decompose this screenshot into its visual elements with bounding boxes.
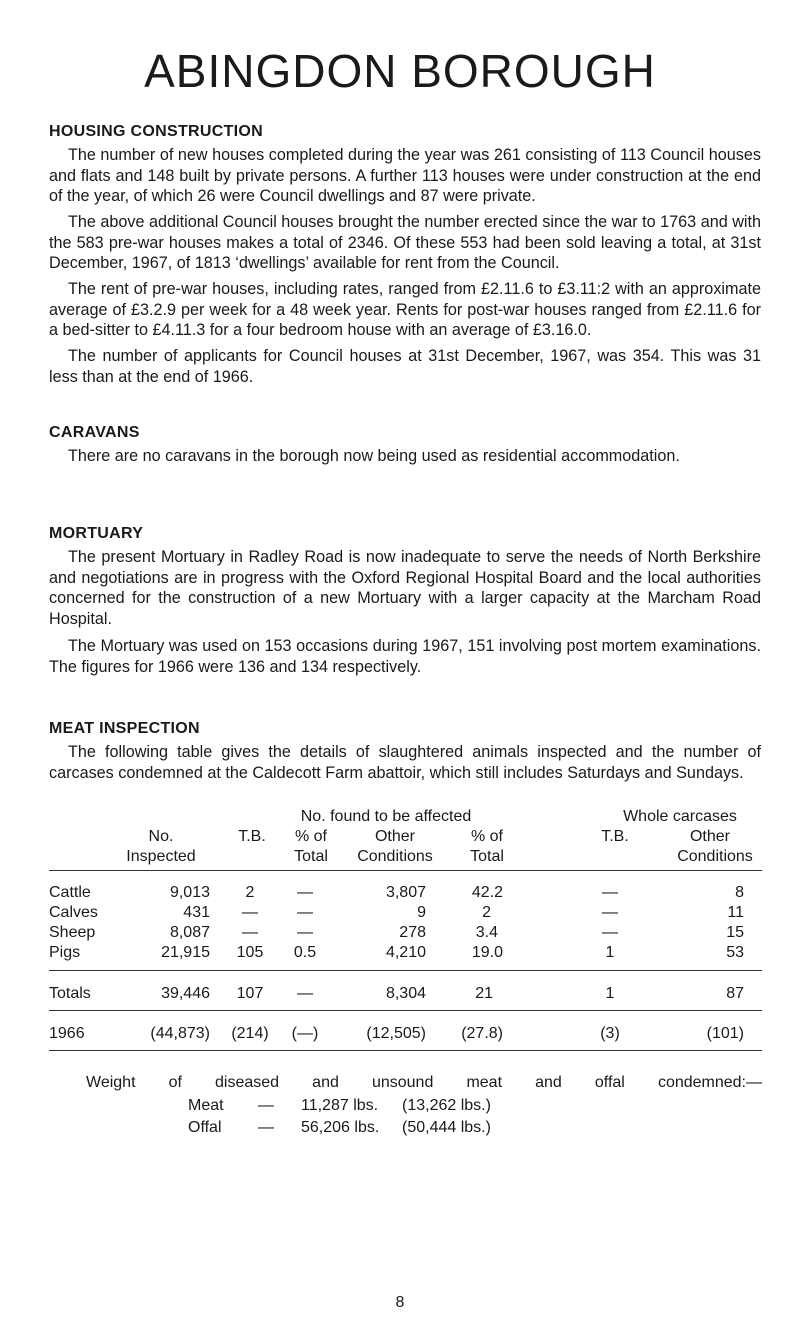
housing-paragraph-2: The above additional Council houses brought the number erected since the war to 1763 and with the 583 pre-war houses makes a total of 2346. Of these 553 had been sold leaving a total, at 31st December, 1967, of 1813 ‘dwellings’ available for rent from the Council. (49, 213, 761, 273)
cell-pct2: 3.4 (475, 924, 498, 941)
cell-pct1: 0.5 (293, 944, 317, 961)
header-pct1-line2: Total (294, 848, 328, 865)
header-group-affected: No. found to be affected (300, 808, 472, 825)
row-label: Pigs (49, 944, 81, 961)
cell-whole-other: 11 (727, 904, 744, 921)
table-row (0, 884, 800, 904)
cell-other: 9 (417, 904, 426, 921)
weight-dash-meat: — (258, 1097, 274, 1114)
caravans-heading: CARAVANS (49, 424, 140, 441)
totals-other: 8,304 (385, 985, 426, 1002)
row-label: Calves (49, 904, 98, 921)
header-group-whole: Whole carcases (623, 808, 737, 825)
cell-whole-tb: — (602, 924, 618, 941)
weight-label-offal: Offal (188, 1119, 222, 1136)
header-pct1-line1: % of (294, 828, 327, 845)
table-row (0, 944, 800, 964)
cell-pct2: 19.0 (471, 944, 503, 961)
weight-prev-offal: (50,444 lbs.) (402, 1119, 491, 1136)
table-rule-top (49, 870, 762, 871)
cell-other: 278 (399, 924, 426, 941)
header-pct2-line1: % of (470, 828, 503, 845)
header-pct2-line2: Total (470, 848, 504, 865)
weight-prev-meat: (13,262 lbs.) (402, 1097, 491, 1114)
cell-pct2: 2 (482, 904, 491, 921)
weight-value-offal: 56,206 lbs. (301, 1119, 380, 1136)
table-row (0, 904, 800, 924)
cell-whole-tb: — (602, 904, 618, 921)
cell-whole-other: 8 (735, 884, 744, 901)
cell-pct1: — (297, 884, 313, 901)
cell-tb: 105 (236, 944, 264, 961)
table-rule-mid (49, 970, 762, 971)
table-rule-bottom (49, 1050, 762, 1051)
header-other-line1: Other (374, 828, 415, 845)
housing-paragraph-4: The number of applicants for Council houses at 31st December, 1967, was 354. This was 31 less than at the end of 1966. (49, 347, 761, 386)
prev-pct1: (—) (291, 1025, 319, 1042)
prev-inspected: (44,873) (150, 1025, 210, 1042)
totals-pct1: — (297, 985, 313, 1002)
weight-intro: Weight of diseased and unsound meat and offal condemned:— (86, 1074, 762, 1091)
totals-pct2: 21 (475, 985, 493, 1002)
cell-pct2: 42.2 (471, 884, 503, 901)
page-title: ABINGDON BOROUGH (144, 45, 656, 97)
prev-whole-other: (101) (706, 1025, 744, 1042)
header-inspected-line1: No. (148, 828, 174, 845)
meat-heading: MEAT INSPECTION (49, 720, 200, 737)
table-totals-row (0, 985, 800, 1005)
cell-tb: 2 (245, 884, 255, 901)
cell-whole-other: 15 (726, 924, 744, 941)
cell-pct1: — (297, 904, 313, 921)
totals-whole-tb: 1 (605, 985, 615, 1002)
prev-tb: (214) (231, 1025, 269, 1042)
cell-pct1: — (297, 924, 313, 941)
header-whole-other-line2: Conditions (677, 848, 753, 865)
meat-paragraph: The following table gives the details of slaughtered animals inspected and the number of carcases condemned at the Caldecott Farm abattoir, which still includes Saturdays and Sundays. (49, 743, 761, 782)
cell-inspected: 9,013 (169, 884, 210, 901)
header-inspected-line2: Inspected (126, 848, 196, 865)
caravans-paragraph: There are no caravans in the borough now being used as residential accommodation. (68, 447, 680, 465)
cell-other: 4,210 (385, 944, 426, 961)
cell-whole-tb: — (602, 884, 618, 901)
header-tb: T.B. (238, 828, 266, 845)
cell-other: 3,807 (385, 884, 426, 901)
row-label: Cattle (49, 884, 91, 901)
weight-value-meat: 11,287 lbs. (301, 1097, 379, 1114)
cell-tb: — (242, 924, 258, 941)
totals-inspected: 39,446 (161, 985, 210, 1002)
weight-label-meat: Meat (188, 1097, 224, 1114)
housing-paragraph-3: The rent of pre-war houses, including rates, ranged from £2.11.6 to £3.11:2 with an approximate average of £3.2.9 per week for a 48 week year. Rents for post-war houses ranged from £2.11.6 for a bed-sitter to £4.11.3 for a four bedroom house with an average of £3.16.0. (49, 280, 761, 340)
row-label: Sheep (49, 924, 96, 941)
totals-tb: 107 (236, 985, 264, 1002)
table-prev-year-row (0, 1025, 800, 1045)
prev-other: (12,505) (366, 1025, 426, 1042)
mortuary-paragraph-2: The Mortuary was used on 153 occasions during 1967, 151 involving post mortem examinations. The figures for 1966 were 136 and 134 respectively. (49, 637, 761, 676)
cell-whole-other: 53 (726, 944, 744, 961)
cell-inspected: 8,087 (169, 924, 210, 941)
cell-inspected: 431 (183, 904, 210, 921)
header-whole-tb: T.B. (601, 828, 629, 845)
table-rule-lower (49, 1010, 762, 1011)
housing-heading: HOUSING CONSTRUCTION (49, 123, 263, 140)
cell-inspected: 21,915 (161, 944, 210, 961)
cell-whole-tb: 1 (605, 944, 615, 961)
page-number: 8 (395, 1294, 405, 1311)
prev-pct2: (27.8) (461, 1025, 503, 1042)
totals-label: Totals (49, 985, 91, 1002)
prev-whole-tb: (3) (600, 1025, 620, 1042)
header-whole-other-line1: Other (689, 828, 730, 845)
totals-whole-other: 87 (726, 985, 744, 1002)
mortuary-heading: MORTUARY (49, 525, 144, 542)
mortuary-paragraph-1: The present Mortuary in Radley Road is now inadequate to serve the needs of North Berkshire and negotiations are in progress with the Oxford Regional Hospital Board and the local authorities concerned for the construction of a new Mortuary with a larger capacity at the Marcham Road Hospital. (49, 548, 761, 628)
table-row (0, 924, 800, 944)
cell-tb: — (242, 904, 258, 921)
header-other-line2: Conditions (357, 848, 433, 865)
housing-paragraph-1: The number of new houses completed during the year was 261 consisting of 113 Council houses and flats and 148 built by private persons. A further 113 houses were under construction at the end of the year, of which 26 were Council dwellings and 87 were private. (49, 146, 761, 206)
weight-dash-offal: — (258, 1119, 274, 1136)
prev-label: 1966 (49, 1025, 85, 1042)
